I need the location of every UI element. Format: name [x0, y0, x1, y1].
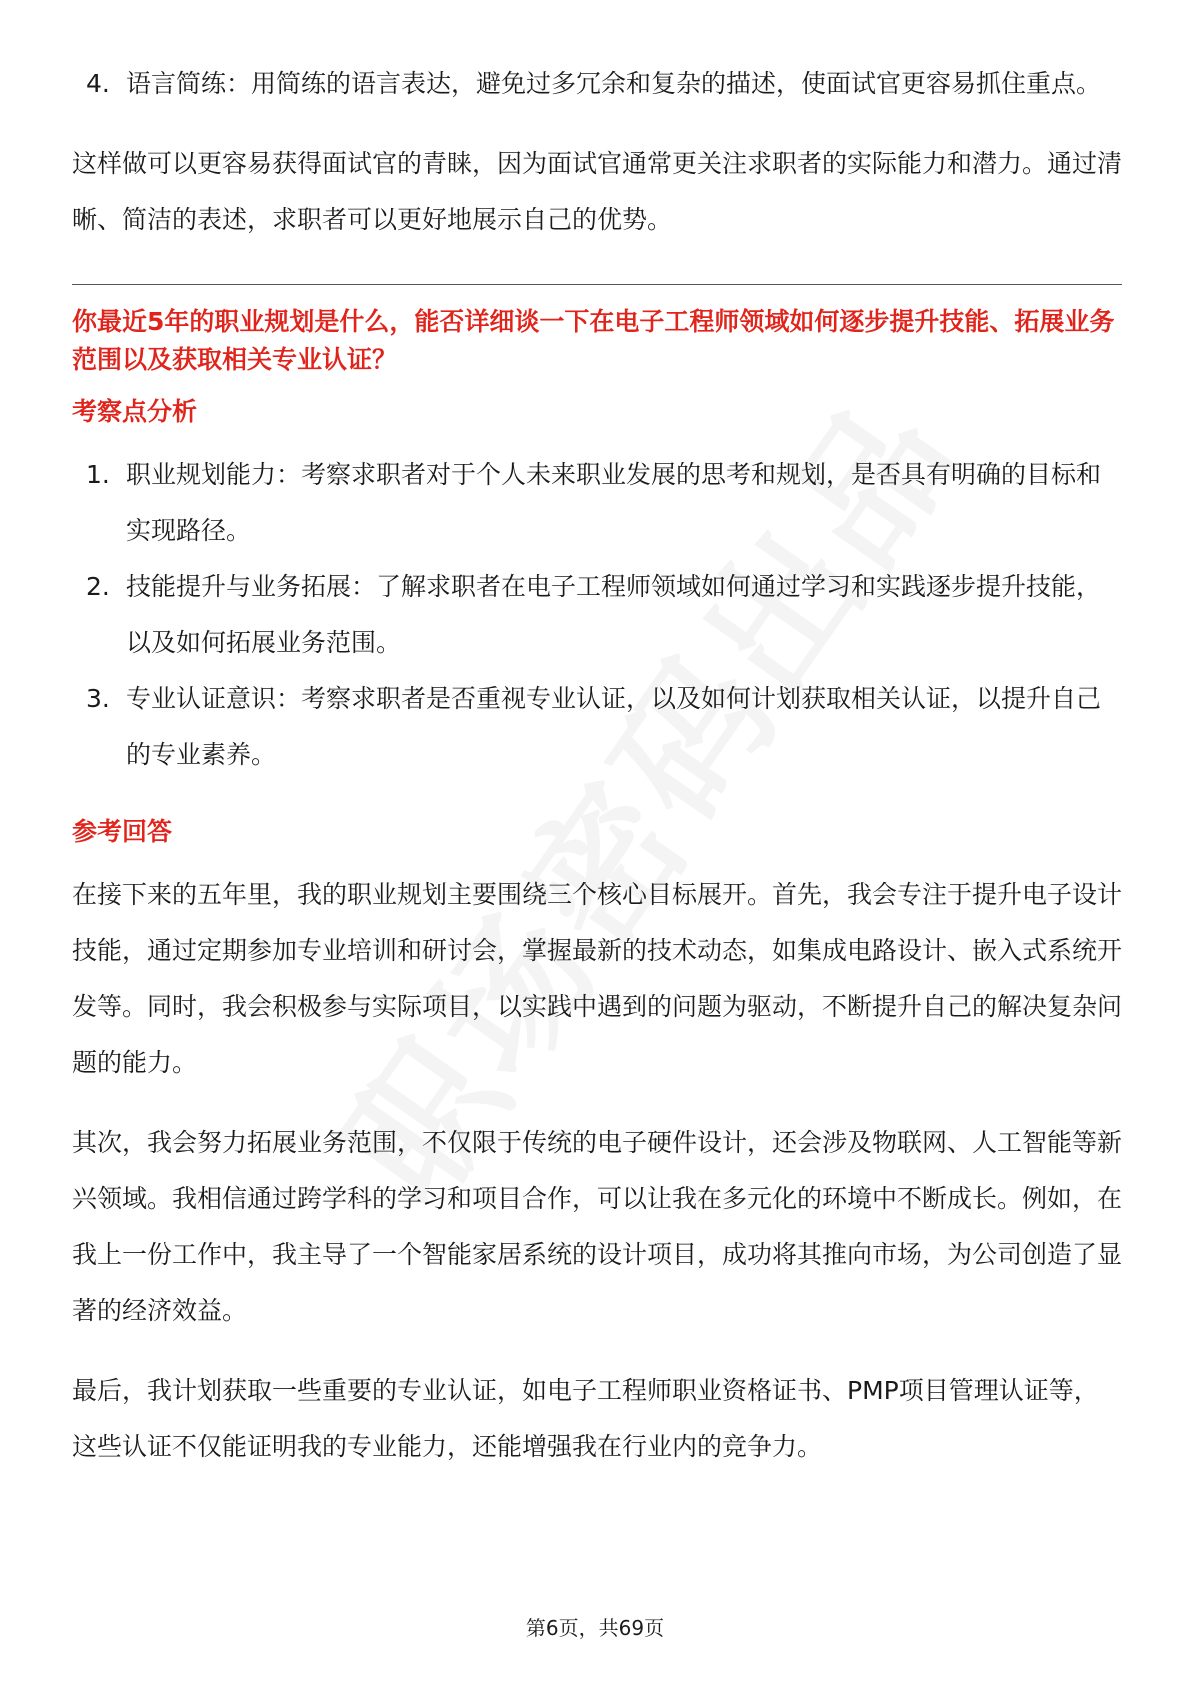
list-item-text: 技能提升与业务拓展：了解求职者在电子工程师领域如何通过学习和实践逐步提升技能，以及如何拓展业务范围。 [126, 572, 1102, 657]
analysis-list [72, 447, 1122, 783]
list-number: 2. [86, 572, 110, 601]
page-number: 第6页，共69页 [525, 1616, 665, 1640]
list-item-text: 职业规划能力：考察求职者对于个人未来职业发展的思考和规划，是否具有明确的目标和实现路径。 [126, 460, 1102, 545]
section-divider [72, 284, 1122, 285]
list-number: 4. [86, 69, 110, 98]
list-item [72, 559, 1122, 671]
list-number: 1. [86, 460, 110, 489]
list-item [72, 56, 1122, 112]
list-item [72, 671, 1122, 783]
list-number: 3. [86, 684, 110, 713]
answer-paragraph: 最后，我计划获取一些重要的专业认证，如电子工程师职业资格证书、PMP项目管理认证等，这些认证不仅能证明我的专业能力，还能增强我在行业内的竞争力。 [72, 1376, 1099, 1461]
list-item-text: 专业认证意识：考察求职者是否重视专业认证，以及如何计划获取相关认证，以提升自己的专业素养。 [126, 684, 1102, 769]
answer-heading: 参考回答 [72, 817, 173, 846]
page-content [72, 56, 1122, 1475]
interview-question: 你最近5年的职业规划是什么，能否详细谈一下在电子工程师领域如何逐步提升技能、拓展业务范围以及获取相关专业认证？ [72, 307, 1115, 374]
top-list [72, 56, 1122, 112]
answer-paragraph: 其次，我会努力拓展业务范围，不仅限于传统的电子硬件设计，还会涉及物联网、人工智能等新兴领域。我相信通过跨学科的学习和项目合作，可以让我在多元化的环境中不断成长。例如，在我上一份工作中，我主导了一个智能家居系统的设计项目，成功将其推向市场，为公司创造了显著的经济效益。 [72, 1128, 1123, 1325]
answer-paragraph: 在接下来的五年里，我的职业规划主要围绕三个核心目标展开。首先，我会专注于提升电子设计技能，通过定期参加专业培训和研讨会，掌握最新的技术动态，如集成电路设计、嵌入式系统开发等。同时，我会积极参与实际项目，以实践中遇到的问题为驱动，不断提升自己的解决复杂问题的能力。 [72, 880, 1123, 1077]
intro-paragraph: 这样做可以更容易获得面试官的青睐，因为面试官通常更关注求职者的实际能力和潜力。通过清晰、简洁的表述，求职者可以更好地展示自己的优势。 [72, 149, 1123, 234]
list-item [72, 447, 1122, 559]
analysis-heading: 考察点分析 [72, 397, 198, 426]
list-item-text: 语言简练：用简练的语言表达，避免过多冗余和复杂的描述，使面试官更容易抓住重点。 [126, 69, 1102, 98]
